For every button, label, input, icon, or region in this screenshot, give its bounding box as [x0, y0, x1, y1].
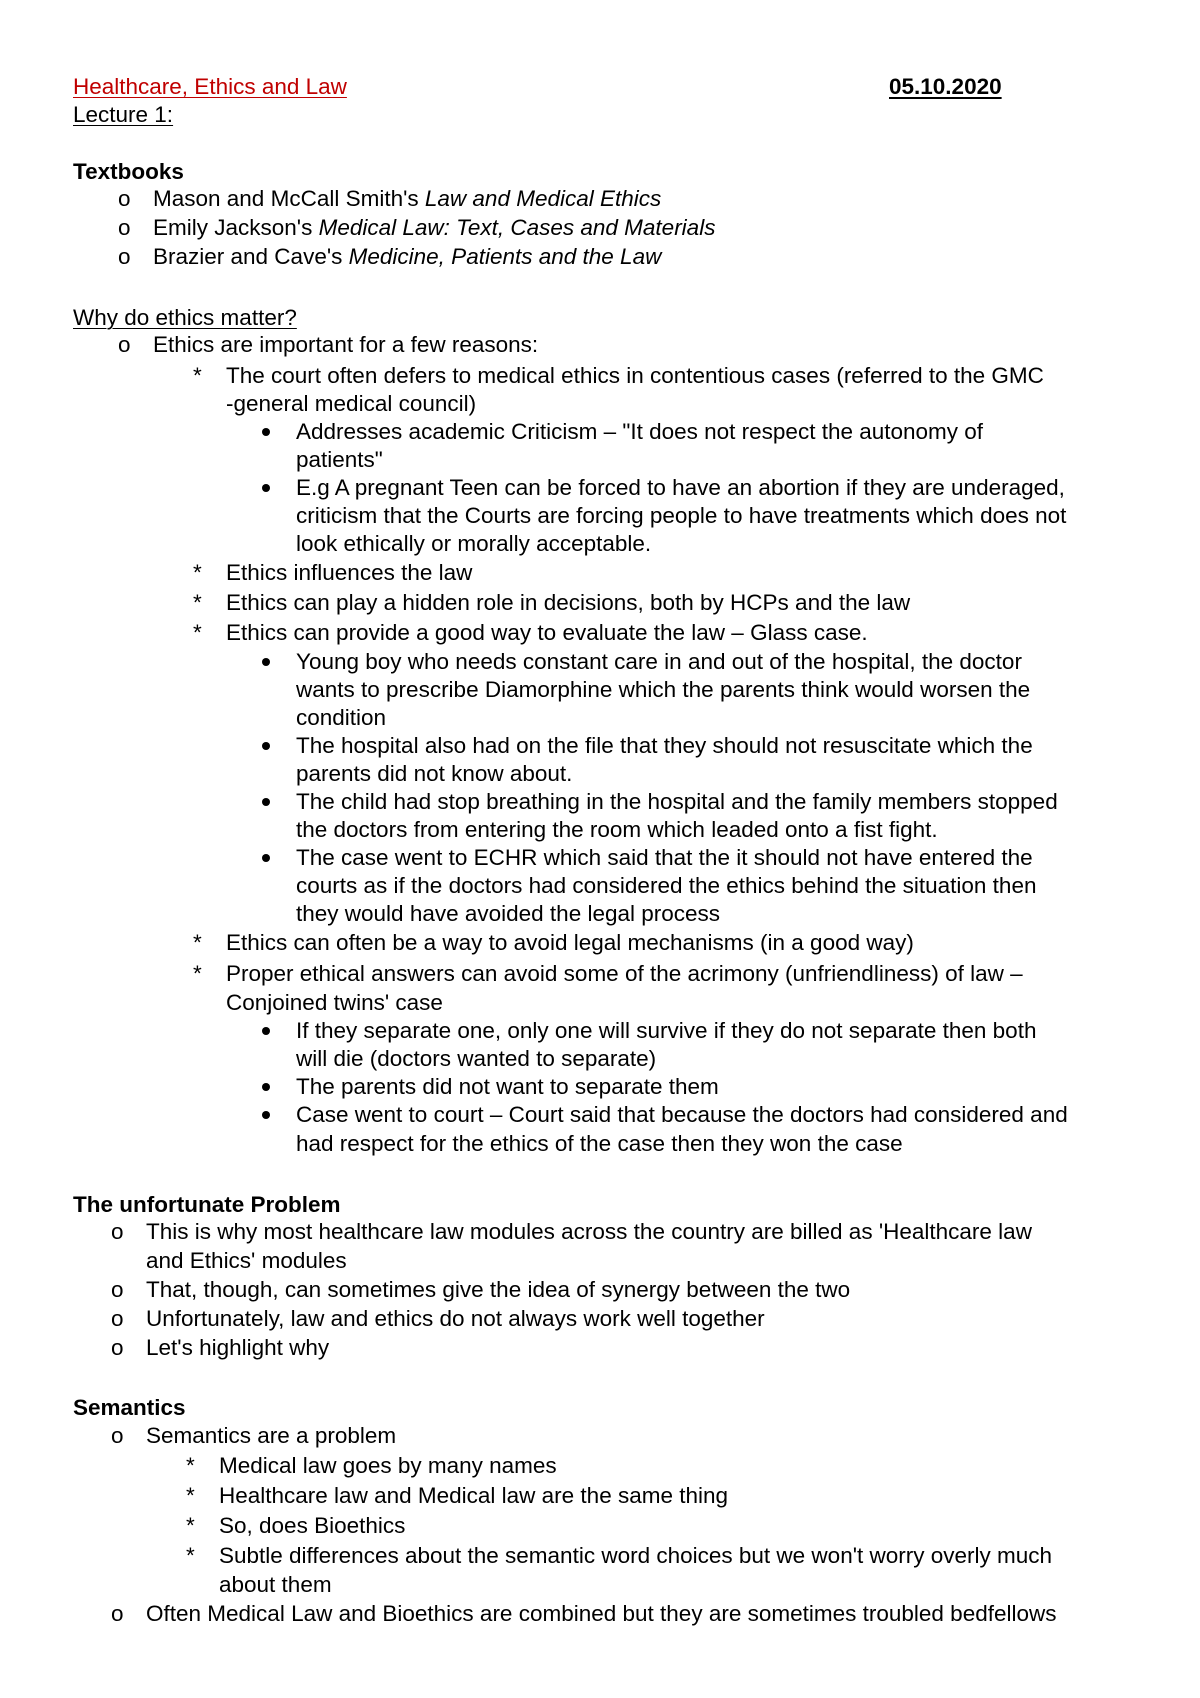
- circle-bullet-icon: o: [111, 1423, 124, 1448]
- star-bullet-icon: *: [186, 1513, 195, 1538]
- circle-bullet-icon: o: [118, 332, 131, 357]
- star-bullet-icon: *: [186, 1483, 195, 1508]
- textbook-author: Brazier and Cave's: [153, 244, 349, 269]
- textbook-author: Emily Jackson's: [153, 215, 319, 240]
- circle-bullet-icon: o: [111, 1335, 124, 1360]
- star-bullet-icon: *: [193, 363, 202, 388]
- bullet-dot-icon: [262, 854, 270, 862]
- circle-bullet-icon: o: [118, 186, 131, 211]
- star-bullet-icon: *: [193, 961, 202, 986]
- bullet-dot-icon: [262, 1027, 270, 1035]
- circle-bullet-icon: o: [111, 1306, 124, 1331]
- circle-bullet-icon: o: [111, 1277, 124, 1302]
- star-bullet-icon: *: [193, 590, 202, 615]
- section-heading-textbooks: Textbooks: [73, 159, 184, 184]
- bullet-dot-icon: [262, 1111, 270, 1119]
- bullet-dot-icon: [262, 484, 270, 492]
- circle-bullet-icon: o: [118, 215, 131, 240]
- bullet-dot-icon: [262, 658, 270, 666]
- bullet-dot-icon: [262, 1083, 270, 1091]
- lecture-label: Lecture 1:: [73, 102, 174, 127]
- section-heading-why-ethics: Why do ethics matter?: [73, 305, 297, 330]
- bullet-dot-icon: [262, 428, 270, 436]
- circle-bullet-icon: o: [118, 244, 131, 269]
- star-bullet-icon: *: [186, 1543, 195, 1568]
- section-heading-unfortunate: The unfortunate Problem: [73, 1192, 341, 1217]
- textbook-title: Medicine, Patients and the Law: [348, 244, 662, 269]
- textbook-author: Mason and McCall Smith's: [153, 186, 425, 211]
- star-bullet-icon: *: [186, 1453, 195, 1478]
- course-title: Healthcare, Ethics and Law: [73, 74, 347, 99]
- document-page: Healthcare, Ethics and Law 05.10.2020 Lecture 1: Textbooks o Mason and McCall Smith's Law and Medical Ethics o Emily Jackson's Medical Law: Text, Cases and Materials o Brazier and Cave's Medicine, Patients and the Law Why do ethics matter? o Ethics are important for a few reasons: * The court often defers to medical ethics in contentious cases (referred to the GMC -general medical council) Addresses academic Criticism – "It does not respect the autonomy of patients" E.g A pregnant Teen can be forced to have an abortion if they are underaged, criticism that the Courts are forcing people to have treatments which does not look ethically or morally acceptable. * Ethics influences the law * Ethics can play a hidden role in decisions, both by HCPs and the law * Ethics can provide a good way to evaluate the law – Glass case. Young boy who needs constant care in and out of the hospital, the doctor wants to prescribe Diamorphine which the parents think would worsen the condition The hospital also had on the file that they should not resuscitate which the parents did not know about. The child had stop breathing in the hospital and the family members stopped the doctors from entering the room which leaded onto a fist fight. The case went to ECHR which said that the it should not have entered the courts as if the doctors had considered the ethics behind the situation then they would have avoided the legal process * Ethics can often be a way to avoid legal mechanisms (in a good way) * Proper ethical answers can avoid some of the acrimony (unfriendliness) of law – Conjoined twins' case If they separate one, only one will survive if they do not separate then both will die (doctors wanted to separate) The parents did not want to separate them Case went to court – Court said that because the doctors had considered and had respect for the ethics of the case then they won the case The unfortunate Problem o This is why most healthcare law modules across the country are billed as 'Healthcare law and Ethics' modules o That, though, can sometimes give the idea of synergy between the two o Unfortunately, law and ethics do not always work well together o Let's highlight why Semantics o Semantics are a problem * Medical law goes by many names * Healthcare law and Medical law are the same thing * So, does Bioethics * Subtle differences about the semantic word choices but we won't worry overly much about them o Often Medical Law and Bioethics are combined but they are sometimes troubled bedfellows: [73, 74, 1068, 1626]
- circle-bullet-icon: o: [111, 1219, 124, 1244]
- circle-bullet-icon: o: [111, 1601, 124, 1626]
- star-bullet-icon: *: [193, 930, 202, 955]
- bullet-dot-icon: [262, 742, 270, 750]
- star-bullet-icon: *: [193, 560, 202, 585]
- textbook-title: Law and Medical Ethics: [424, 186, 662, 211]
- star-bullet-icon: *: [193, 620, 202, 645]
- lecture-date: 05.10.2020: [889, 74, 1002, 99]
- section-heading-semantics: Semantics: [73, 1395, 186, 1420]
- textbook-title: Medical Law: Text, Cases and Materials: [318, 215, 716, 240]
- bullet-dot-icon: [262, 798, 270, 806]
